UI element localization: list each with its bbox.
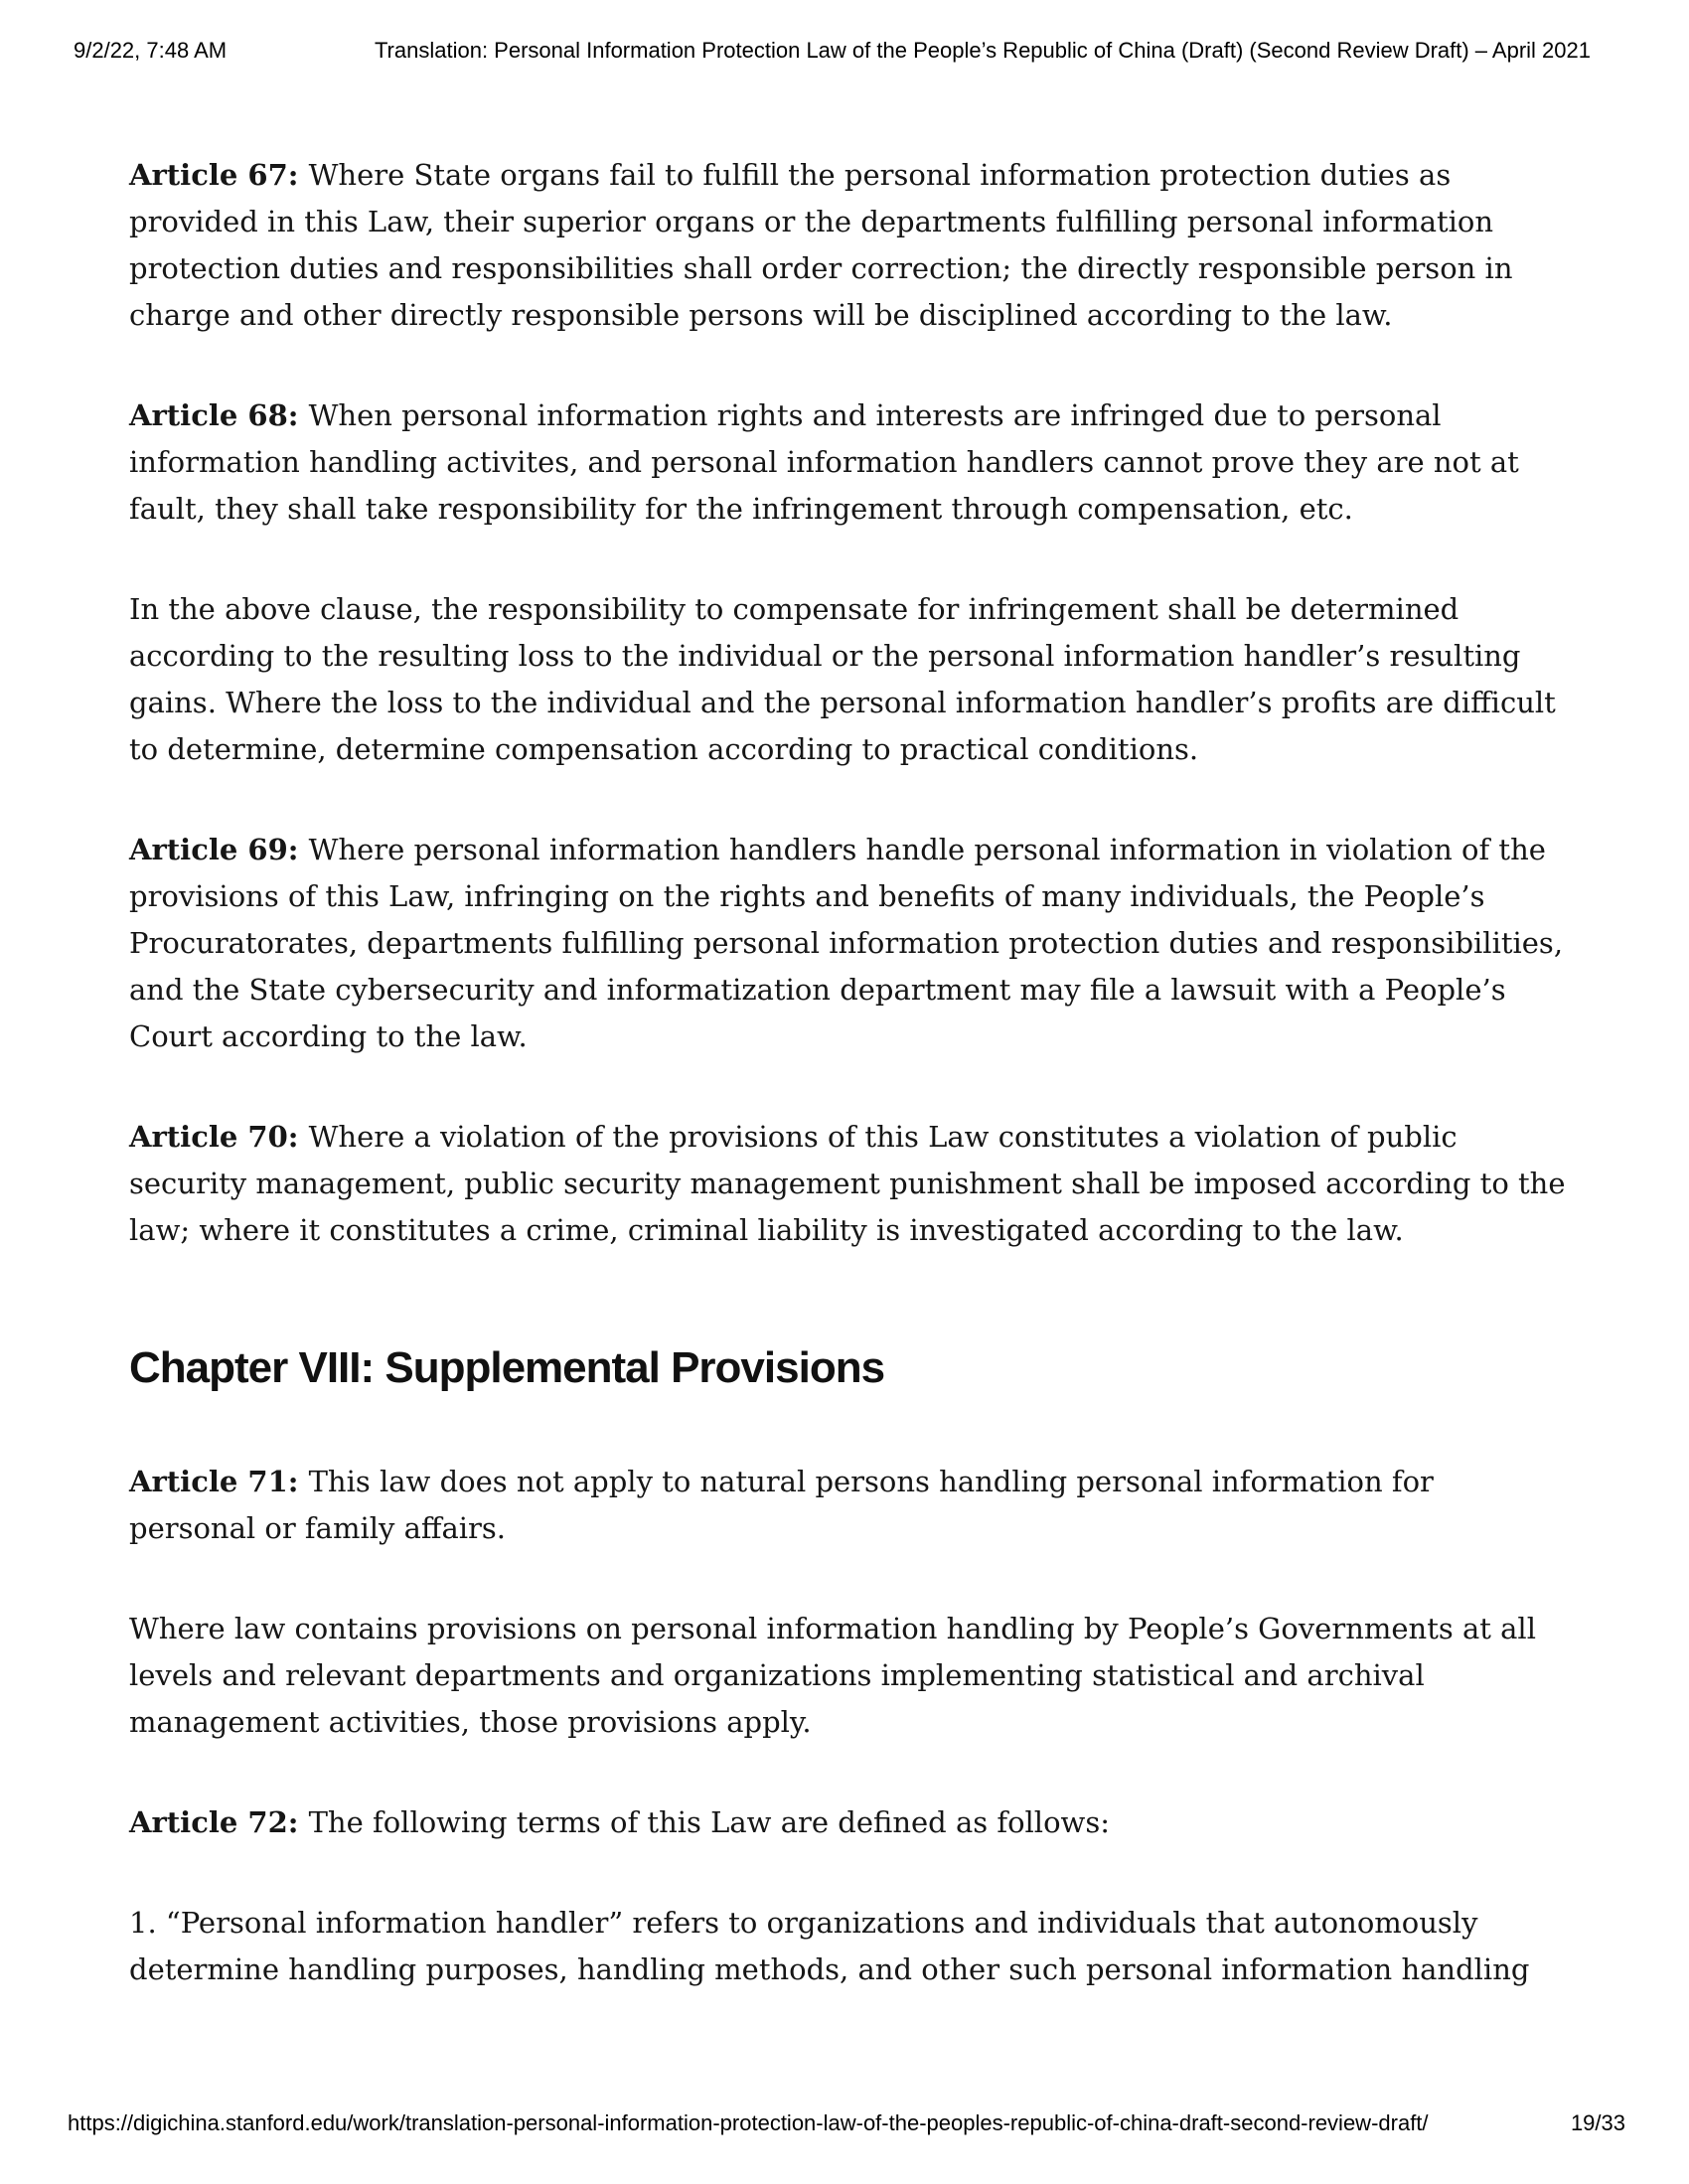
print-footer	[68, 2110, 1625, 2136]
header-document-title: Translation: Personal Information Protection Law of the People’s Republic of China (Draft) (Second Review Draft) – April 2021	[374, 38, 1591, 63]
paragraph-article-67	[129, 152, 1568, 339]
article-67-text: Where State organs fail to fulfill the personal information protection duties as provided in this Law, their superior organs or the departments fulfilling personal information protection duties and responsibilities shall order correction; the directly responsible person in charge and other directly responsible persons will be disciplined according to the law.	[129, 158, 1513, 332]
article-69-label: Article 69:	[129, 833, 309, 866]
header-datetime: 9/2/22, 7:48 AM	[74, 38, 228, 63]
article-71-text: This law does not apply to natural persons handling personal information for personal or family affairs.	[129, 1465, 1434, 1545]
footer-source-url: https://digichina.stanford.edu/work/translation-personal-information-protection-law-of-the-peoples-republic-of-china-draft-second-review-draft/	[68, 2110, 1429, 2135]
article-68-text: When personal information rights and interests are infringed due to personal information handling activites, and personal information handlers cannot prove they are not at fault, they shall take responsibility for the infringement through compensation, etc.	[129, 398, 1519, 526]
paragraph-article-70	[129, 1114, 1568, 1254]
article-70-text: Where a violation of the provisions of this Law constitutes a violation of public security management, public security management punishment shall be imposed according to the law; where it constitutes a crime, criminal liability is investigated according to the law.	[129, 1120, 1566, 1247]
print-header	[74, 38, 1591, 64]
article-72-item-1-text: 1. “Personal information handler” refers to organizations and individuals that autonomously determine handling purposes, handling methods, and other such personal information handling	[129, 1906, 1530, 1986]
paragraph-article-72	[129, 1799, 1568, 1846]
article-68-label: Article 68:	[129, 398, 309, 432]
paragraph-article-71-clause-2	[129, 1606, 1568, 1746]
article-70-label: Article 70:	[129, 1120, 309, 1154]
footer-page-indicator: 19/33	[1570, 2110, 1625, 2135]
paragraph-article-69	[129, 827, 1568, 1060]
article-72-text: The following terms of this Law are defined as follows:	[308, 1805, 1111, 1839]
article-72-label: Article 72:	[129, 1805, 309, 1839]
paragraph-article-71	[129, 1459, 1568, 1552]
paragraph-article-72-item-1	[129, 1900, 1568, 1993]
article-69-text: Where personal information handlers handle personal information in violation of the provisions of this Law, infringing on the rights and benefits of many individuals, the People’s Procuratorates, departments fulfilling personal information protection duties and responsibilities, and the State cybersecurity and informatization department may file a lawsuit with a People’s Court according to the law.	[129, 833, 1564, 1053]
document-body	[129, 152, 1568, 1993]
paragraph-article-68-clause-2	[129, 586, 1568, 773]
article-71-clause-2-text: Where law contains provisions on personal information handling by People’s Governments at all levels and relevant departments and organizations implementing statistical and archival management activities, those provisions apply.	[129, 1612, 1536, 1739]
article-68-clause-2-text: In the above clause, the responsibility to compensate for infringement shall be determined according to the resulting loss to the individual or the personal information handler’s resulting gains. Where the loss to the individual and the personal information handler’s profits are difficult to determine, determine compensation according to practical conditions.	[129, 592, 1556, 766]
article-67-label: Article 67:	[129, 158, 309, 192]
article-71-label: Article 71:	[129, 1465, 309, 1498]
paragraph-article-68	[129, 392, 1568, 533]
chapter-viii-heading: Chapter VIII: Supplemental Provisions	[129, 1343, 885, 1392]
